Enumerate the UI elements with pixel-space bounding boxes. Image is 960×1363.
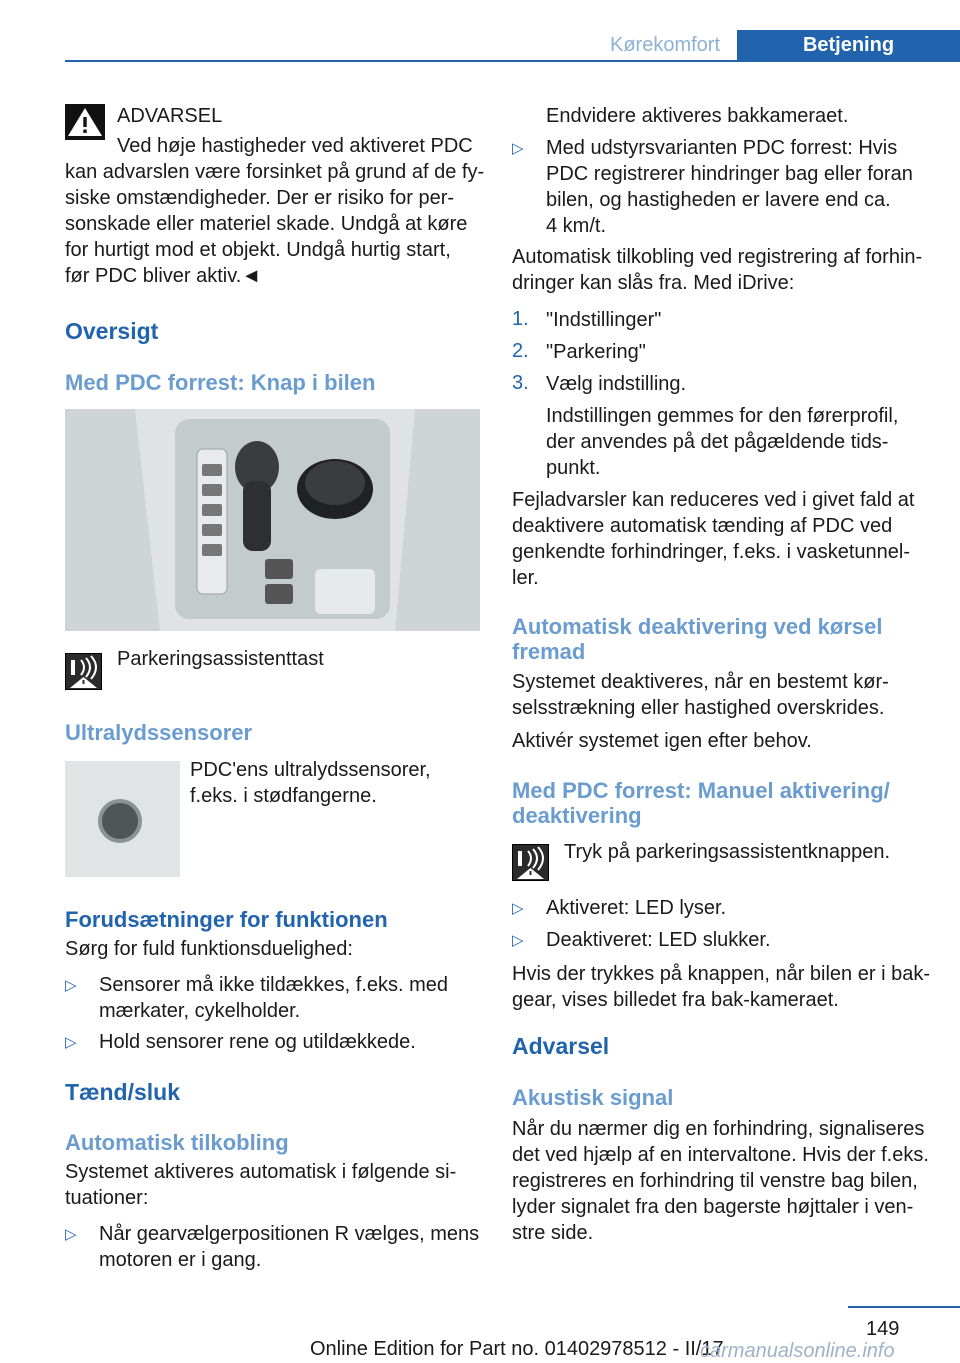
- warning-line: Ved høje hastigheder ved aktiveret PDC: [117, 135, 473, 157]
- auto-intro: Systemet aktiveres automatisk i følgende si-: [65, 1161, 457, 1183]
- parking-assistant-icon: [512, 844, 549, 881]
- edition-text: Online Edition for Part no. 01402978512 - II/17: [310, 1338, 724, 1360]
- manuel-text: Tryk på parkeringsassistentknappen.: [564, 841, 891, 863]
- footer-rule: [848, 1306, 960, 1308]
- akustisk-text: stre side.: [512, 1222, 594, 1244]
- fejl-text: genkendte forhindringer, f.eks. i vasketunnel-: [512, 541, 911, 563]
- header-rule: [65, 60, 960, 62]
- ultra-text: f.eks. i stødfangerne.: [190, 785, 377, 807]
- heading-manuel-aktivering: deaktivering: [512, 803, 642, 828]
- heading-manuel-aktivering: Med PDC forrest: Manuel aktivering/: [512, 778, 890, 803]
- akustisk-text: Når du nærmer dig en forhindring, signaliseres: [512, 1118, 925, 1140]
- bak-text: gear, vises billedet fra bak-kameraet.: [512, 989, 839, 1011]
- heading-automatisk-deaktivering: Automatisk deaktivering ved kørsel: [512, 614, 883, 639]
- warning-line: sonskade eller materiel skade. Undgå at køre: [65, 213, 468, 235]
- warning-title: ADVARSEL: [117, 105, 223, 127]
- fejl-text: Fejladvarsler kan reduceres ved i givet fald at: [512, 489, 915, 511]
- bullet-triangle-icon: ▷: [65, 1034, 77, 1051]
- heading-automatisk-deaktivering: fremad: [512, 639, 586, 664]
- warning-line: kan advarslen være forsinket på grund af de fy-: [65, 161, 485, 183]
- ultra-text: PDC'ens ultralydssensorer,: [190, 759, 431, 781]
- warning-line: siske omstændigheder. Der er risiko for per-: [65, 187, 455, 209]
- sensor-image: [65, 761, 180, 877]
- deakt-text: selsstrækning eller hastighed overskrides.: [512, 697, 885, 719]
- bullet-triangle-icon: ▷: [512, 932, 524, 949]
- auto-off-text: dringer kan slås fra. Med iDrive:: [512, 272, 795, 294]
- deakt-text: Aktivér systemet igen efter behov.: [512, 730, 812, 752]
- page-header: [0, 0, 960, 62]
- page-number: 149: [866, 1318, 900, 1340]
- warning-line: før PDC bliver aktiv.◄: [65, 265, 262, 287]
- warning-triangle-icon: [65, 104, 105, 140]
- bullet-triangle-icon: ▷: [65, 977, 77, 994]
- deakt-text: Systemet deaktiveres, når en bestemt kør-: [512, 671, 889, 693]
- parking-assistant-icon: [65, 653, 102, 690]
- center-console-photo: [65, 409, 480, 631]
- heading-automatisk-tilkobling: Automatisk tilkobling: [65, 1130, 289, 1155]
- heading-advarsel: Advarsel: [512, 1033, 610, 1059]
- continued-text: Endvidere aktiveres bakkameraet.: [546, 105, 849, 127]
- icon-caption: Parkeringsassistenttast: [117, 648, 324, 670]
- auto-off-text: Automatisk tilkobling ved registrering af forhin-: [512, 246, 923, 268]
- fejl-text: deaktivere automatisk tænding af PDC ved: [512, 515, 893, 537]
- heading-akustisk-signal: Akustisk signal: [512, 1085, 674, 1110]
- fejl-text: ler.: [512, 567, 539, 589]
- tab-betjening[interactable]: Betjening: [737, 30, 960, 60]
- akustisk-text: det ved hjælp af en intervaltone. Hvis der f.eks.: [512, 1144, 929, 1166]
- akustisk-text: registreres en forhindring til venstre bag bilen,: [512, 1170, 918, 1192]
- watermark: carmanualsonline.info: [700, 1340, 895, 1362]
- heading-taend-sluk: Tænd/sluk: [65, 1079, 181, 1105]
- akustisk-text: lyder signalet fra den bagerste højttaler i ven-: [512, 1196, 914, 1218]
- forud-intro: Sørg for fuld funktionsduelighed:: [65, 938, 353, 960]
- heading-knap-i-bilen: Med PDC forrest: Knap i bilen: [65, 370, 376, 395]
- bak-text: Hvis der trykkes på knappen, når bilen er i bak-: [512, 963, 930, 985]
- tab-koerekomfort[interactable]: Kørekomfort: [609, 34, 721, 56]
- bullet-triangle-icon: ▷: [512, 140, 524, 157]
- warning-line: for hurtigt mod et objekt. Undgå hurtig start,: [65, 239, 451, 261]
- heading-ultralydssensorer: Ultralydssensorer: [65, 720, 253, 745]
- bullet-triangle-icon: ▷: [65, 1226, 77, 1243]
- bullet-triangle-icon: ▷: [512, 900, 524, 917]
- heading-oversigt: Oversigt: [65, 318, 159, 344]
- heading-forudsaetninger: Forudsætninger for funktionen: [65, 907, 388, 932]
- auto-intro: tuationer:: [65, 1187, 149, 1209]
